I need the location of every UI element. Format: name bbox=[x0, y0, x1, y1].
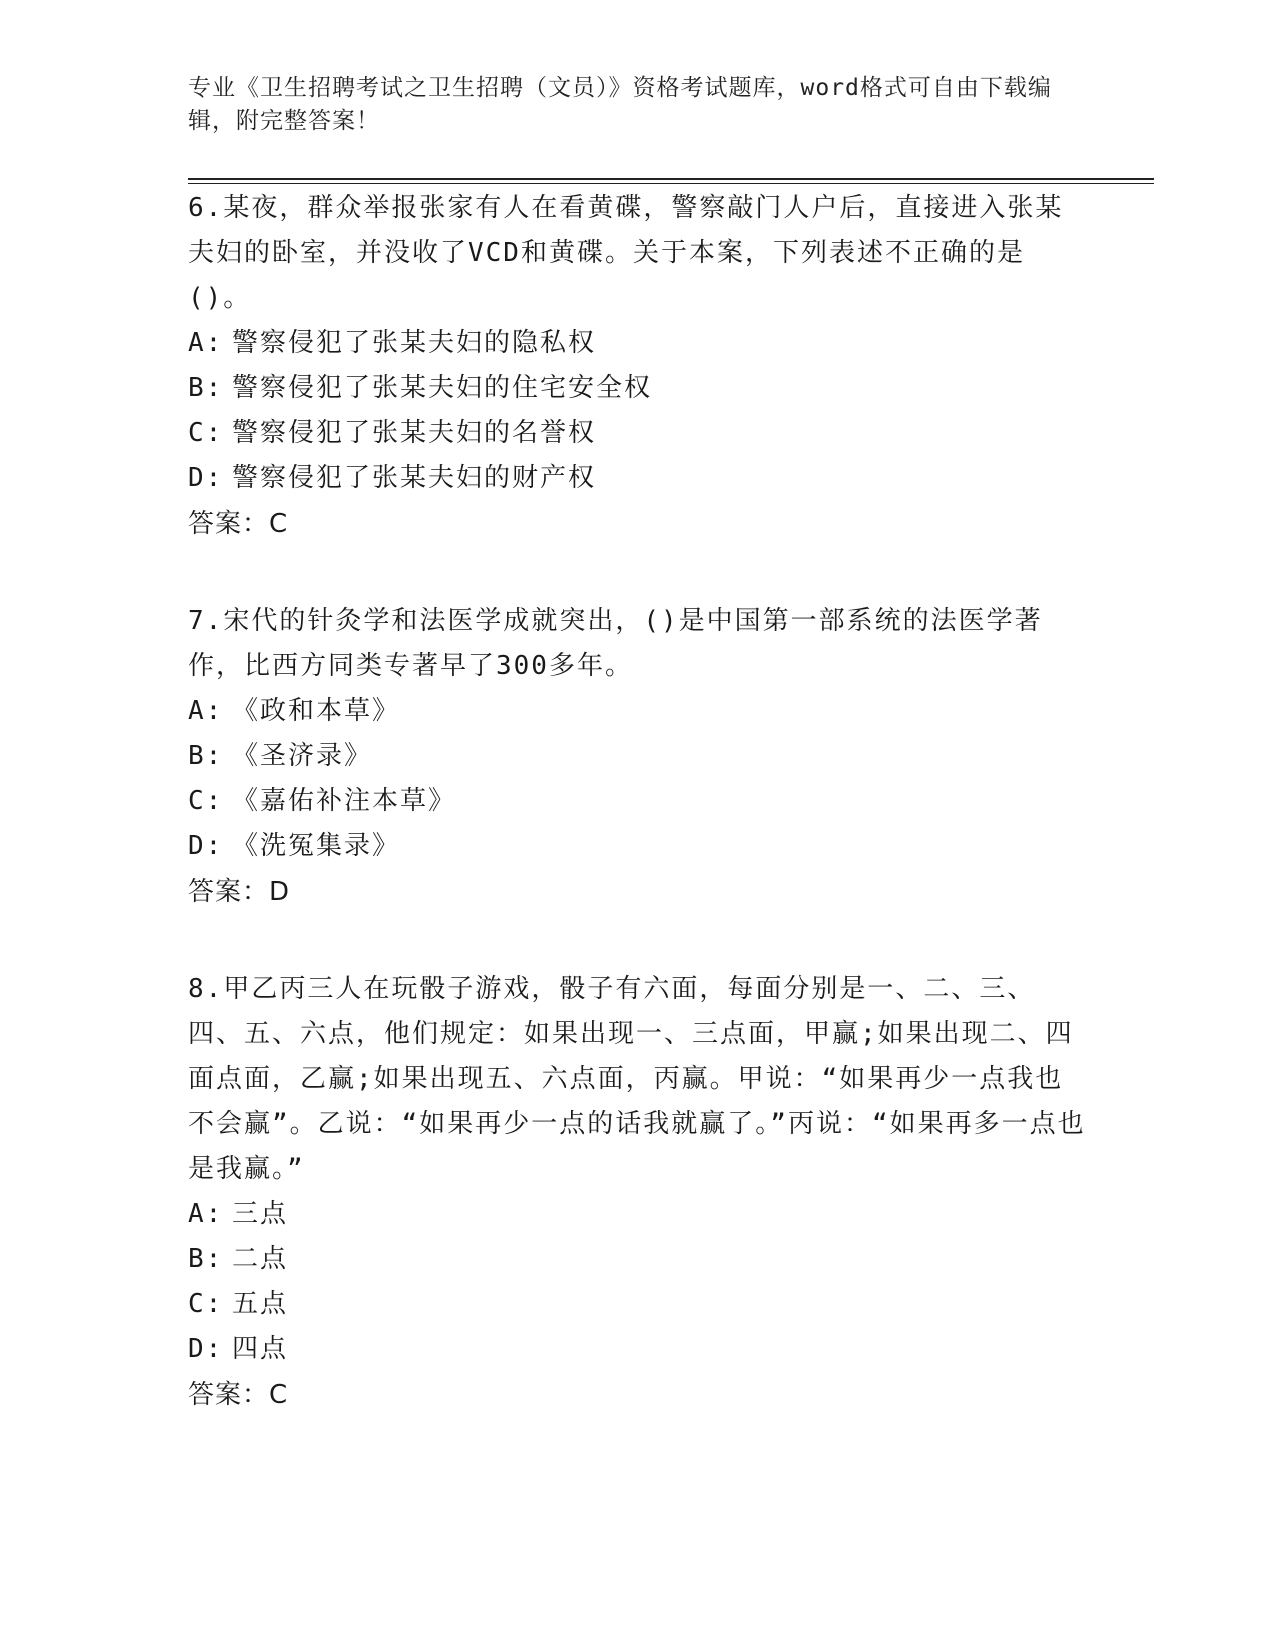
option-b bbox=[188, 366, 1088, 411]
option-text: 三点 bbox=[232, 1199, 289, 1229]
option-key: D: bbox=[188, 1334, 224, 1364]
question-spacer bbox=[188, 915, 1088, 967]
option-key: C: bbox=[188, 786, 224, 816]
header-divider-thick bbox=[188, 178, 1154, 180]
option-d bbox=[188, 456, 1088, 501]
question-8 bbox=[188, 967, 1088, 1418]
option-b bbox=[188, 734, 1088, 779]
option-text: 四点 bbox=[232, 1334, 289, 1364]
question-stem bbox=[188, 599, 1088, 689]
option-a bbox=[188, 321, 1088, 366]
option-text: 五点 bbox=[232, 1289, 289, 1319]
option-key: C: bbox=[188, 418, 224, 448]
option-text: 警察侵犯了张某夫妇的住宅安全权 bbox=[232, 373, 653, 403]
question-text: 甲乙丙三人在玩骰子游戏，骰子有六面，每面分别是一、二、三、四、五、六点，他们规定：如果出现一、三点面，甲赢;如果出现二、四面点面，乙赢;如果出现五、六点面，丙赢。甲说：“如果再少一点我也不会赢”。乙说：“如果再少一点的话我就赢了。”丙说：“如果再多一点也是我赢。” bbox=[188, 974, 1086, 1184]
header-divider-thin bbox=[188, 183, 1154, 184]
question-number: 7. bbox=[188, 606, 224, 636]
option-text: 《政和本草》 bbox=[232, 696, 401, 726]
question-stem bbox=[188, 186, 1088, 321]
option-key: D: bbox=[188, 831, 224, 861]
question-stem bbox=[188, 967, 1088, 1192]
question-list bbox=[188, 186, 1088, 1418]
option-b bbox=[188, 1237, 1088, 1282]
answer-line: 答案：C bbox=[188, 509, 289, 539]
question-number: 6. bbox=[188, 193, 224, 223]
option-key: A: bbox=[188, 328, 224, 358]
question-text: 宋代的针灸学和法医学成就突出，()是中国第一部系统的法医学著作，比西方同类专著早了300多年。 bbox=[188, 606, 1043, 681]
question-spacer bbox=[188, 547, 1088, 599]
option-c bbox=[188, 411, 1088, 456]
option-text: 警察侵犯了张某夫妇的财产权 bbox=[232, 463, 597, 493]
option-key: B: bbox=[188, 1244, 224, 1274]
option-a bbox=[188, 689, 1088, 734]
question-text: 某夜，群众举报张家有人在看黄碟，警察敲门人户后，直接进入张某夫妇的卧室，并没收了VCD和黄碟。关于本案，下列表述不正确的是()。 bbox=[188, 193, 1064, 313]
option-key: A: bbox=[188, 1199, 224, 1229]
option-key: D: bbox=[188, 463, 224, 493]
option-key: B: bbox=[188, 373, 224, 403]
option-c bbox=[188, 1282, 1088, 1327]
option-c bbox=[188, 779, 1088, 824]
option-key: C: bbox=[188, 1289, 224, 1319]
option-text: 《圣济录》 bbox=[232, 741, 373, 771]
answer-line: 答案：C bbox=[188, 1380, 289, 1410]
option-text: 警察侵犯了张某夫妇的名誉权 bbox=[232, 418, 597, 448]
option-text: 《洗冤集录》 bbox=[232, 831, 401, 861]
option-text: 二点 bbox=[232, 1244, 289, 1274]
option-d bbox=[188, 1327, 1088, 1372]
option-d bbox=[188, 824, 1088, 869]
option-text: 《嘉佑补注本草》 bbox=[232, 786, 457, 816]
option-key: A: bbox=[188, 696, 224, 726]
option-a bbox=[188, 1192, 1088, 1237]
question-number: 8. bbox=[188, 974, 224, 1004]
question-7 bbox=[188, 599, 1088, 915]
option-key: B: bbox=[188, 741, 224, 771]
document-header: 专业《卫生招聘考试之卫生招聘（文员）》资格考试题库，word格式可自由下载编辑，附完整答案！ bbox=[188, 75, 1052, 134]
answer-line: 答案：D bbox=[188, 877, 291, 907]
option-text: 警察侵犯了张某夫妇的隐私权 bbox=[232, 328, 597, 358]
question-6 bbox=[188, 186, 1088, 547]
